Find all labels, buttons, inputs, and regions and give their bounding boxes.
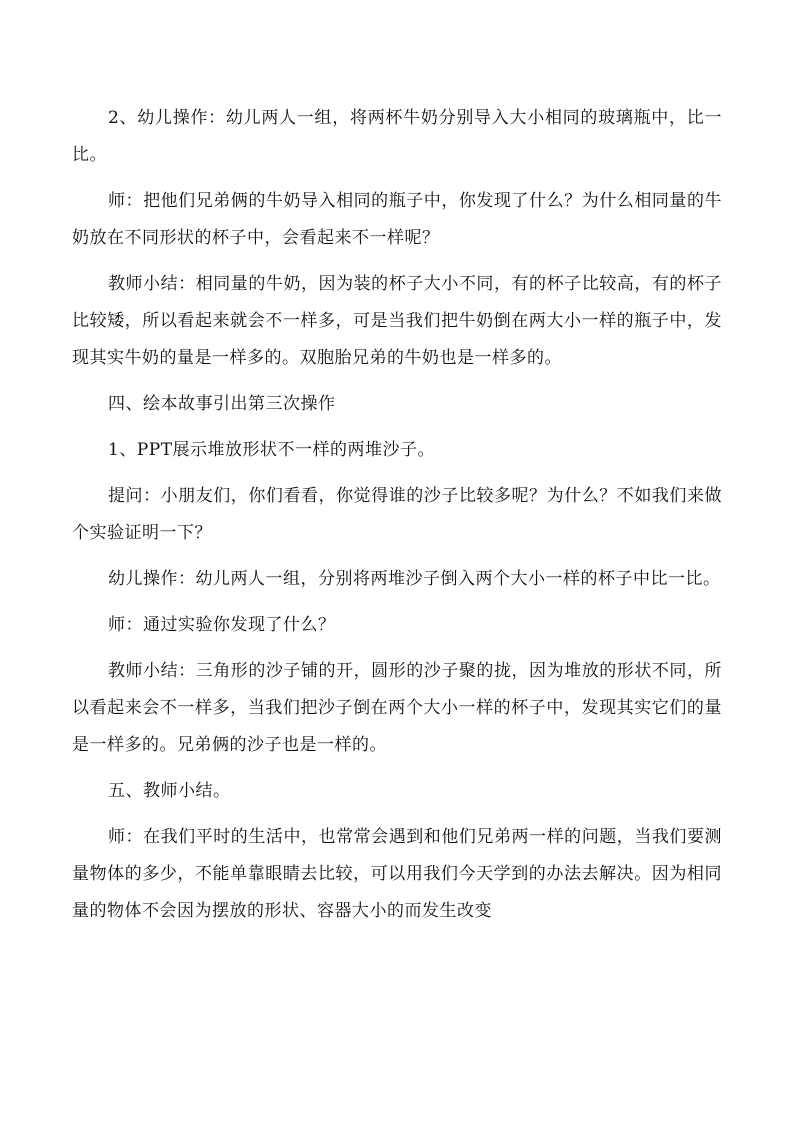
document-body: [72, 100, 722, 939]
paragraph-final-summary: 师：在我们平时的生活中，也常常会遇到和他们兄弟两一样的问题，当我们要测量物体的多少，不能单靠眼睛去比较，可以用我们今天学到的办法去解决。因为相同量的物体不会因为摆放的形状、容器大小的而发生改变: [72, 827, 722, 921]
paragraph-teacher-question-sand: 师：通过实验你发现了什么？: [108, 615, 336, 635]
paragraph-ppt-sand: 1、PPT展示堆放形状不一样的两堆沙子。: [108, 440, 436, 460]
paragraph-operation-milk: 2、幼儿操作：幼儿两人一组，将两杯牛奶分别导入大小相同的玻璃瓶中，比一比。: [72, 108, 722, 165]
paragraph-operation-sand: 幼儿操作：幼儿两人一组，分别将两堆沙子倒入两个大小一样的杯子中比一比。: [108, 569, 721, 589]
paragraph-teacher-summary-sand: 教师小结：三角形的沙子铺的开，圆形的沙子聚的拢，因为堆放的形状不同，所以看起来会不一样多，当我们把沙子倒在两个大小一样的杯子中，发现其实它们的量是一样多的。兄弟俩的沙子也是一样的。: [72, 661, 722, 755]
paragraph-teacher-question-milk: 师：把他们兄弟俩的牛奶导入相同的瓶子中，你发现了什么？为什么相同量的牛奶放在不同形状的杯子中，会看起来不一样呢？: [72, 191, 722, 248]
paragraph-teacher-summary-milk: 教师小结：相同量的牛奶，因为装的杯子大小不同，有的杯子比较高，有的杯子比较矮，所以看起来就会不一样多，可是当我们把牛奶倒在两大小一样的瓶子中，发现其实牛奶的量是一样多的。双胞胎兄弟的牛奶也是一样多的。: [72, 274, 722, 368]
section-heading-five: 五、教师小结。: [108, 781, 231, 801]
paragraph-question-sand: 提问：小朋友们，你们看看，你觉得谁的沙子比较多呢？为什么？不如我们来做个实验证明一下？: [72, 486, 722, 543]
section-heading-four: 四、绘本故事引出第三次操作: [108, 394, 336, 414]
